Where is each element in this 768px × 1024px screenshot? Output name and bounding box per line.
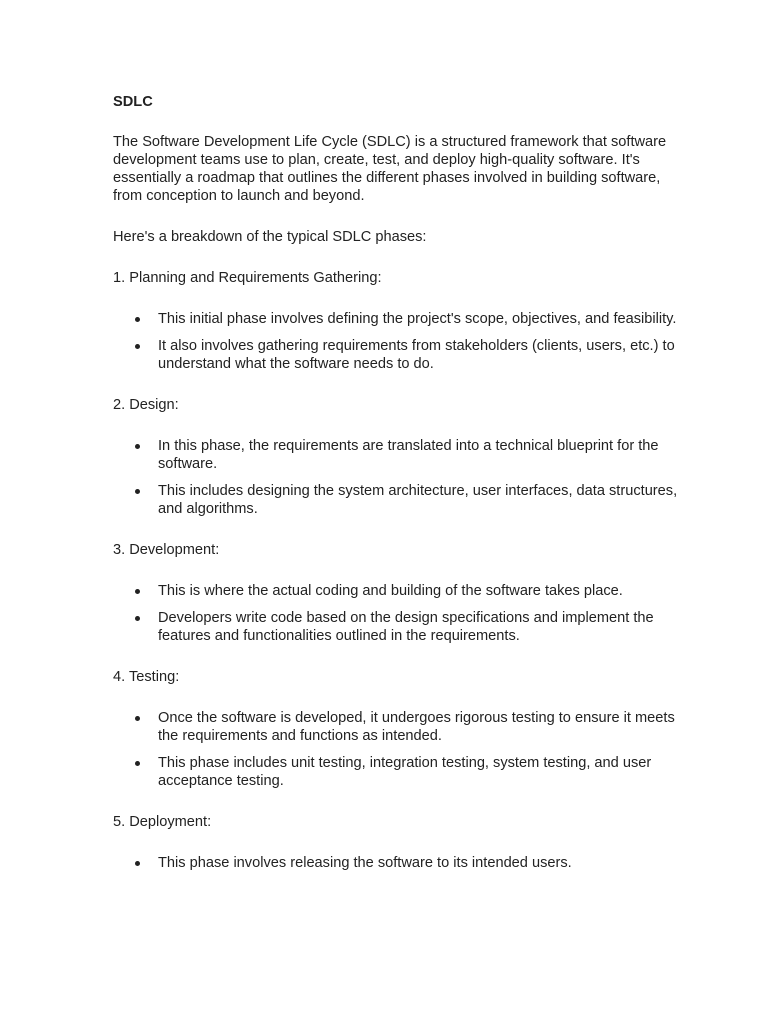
section-testing (113, 668, 693, 790)
list-item (113, 310, 693, 328)
section-design (113, 396, 693, 518)
list-item (113, 609, 693, 645)
section-planning (113, 269, 693, 373)
list-item-text: This phase includes unit testing, integration testing, system testing, and user acceptance testing. (158, 755, 652, 789)
list-item-text: This includes designing the system architecture, user interfaces, data structures, and algorithms. (158, 483, 678, 517)
list-item-text: Once the software is developed, it undergoes rigorous testing to ensure it meets the requirements and functions as intended. (158, 710, 675, 744)
section-development (113, 541, 693, 645)
bullet-list (113, 437, 693, 518)
list-item-text: In this phase, the requirements are translated into a technical blueprint for the software. (158, 438, 659, 472)
document-page (113, 93, 693, 895)
bullet-list (113, 310, 693, 373)
breakdown-paragraph: Here's a breakdown of the typical SDLC phases: (113, 229, 427, 245)
section-heading: 4. Testing: (113, 669, 180, 685)
bullet-icon (135, 489, 140, 494)
list-item (113, 854, 693, 872)
list-item (113, 437, 693, 473)
bullet-icon (135, 344, 140, 349)
list-item-text: It also involves gathering requirements from stakeholders (clients, users, etc.) to understand what the software needs to do. (158, 338, 675, 372)
bullet-icon (135, 589, 140, 594)
list-item (113, 337, 693, 373)
bullet-icon (135, 444, 140, 449)
bullet-icon (135, 761, 140, 766)
list-item (113, 482, 693, 518)
intro-paragraph: The Software Development Life Cycle (SDLC) is a structured framework that software development teams use to plan, create, test, and deploy high-quality software. It's essentially a roadmap that outlines the different phases involved in building software, from conception to launch and beyond. (113, 134, 667, 204)
list-item (113, 754, 693, 790)
bullet-list (113, 709, 693, 790)
section-heading: 3. Development: (113, 542, 220, 558)
list-item (113, 582, 693, 600)
bullet-icon (135, 861, 140, 866)
list-item-text: This initial phase involves defining the project's scope, objectives, and feasibility. (158, 311, 677, 327)
list-item-text: Developers write code based on the design specifications and implement the features and functionalities outlined in the requirements. (158, 610, 654, 644)
bullet-list (113, 854, 693, 872)
list-item (113, 709, 693, 745)
bullet-list (113, 582, 693, 645)
list-item-text: This phase involves releasing the software to its intended users. (158, 855, 572, 871)
list-item-text: This is where the actual coding and building of the software takes place. (158, 583, 623, 599)
bullet-icon (135, 616, 140, 621)
section-deployment (113, 813, 693, 872)
bullet-icon (135, 317, 140, 322)
section-heading: 1. Planning and Requirements Gathering: (113, 270, 382, 286)
bullet-icon (135, 716, 140, 721)
document-title: SDLC (113, 94, 153, 110)
section-heading: 5. Deployment: (113, 814, 212, 830)
section-heading: 2. Design: (113, 397, 179, 413)
